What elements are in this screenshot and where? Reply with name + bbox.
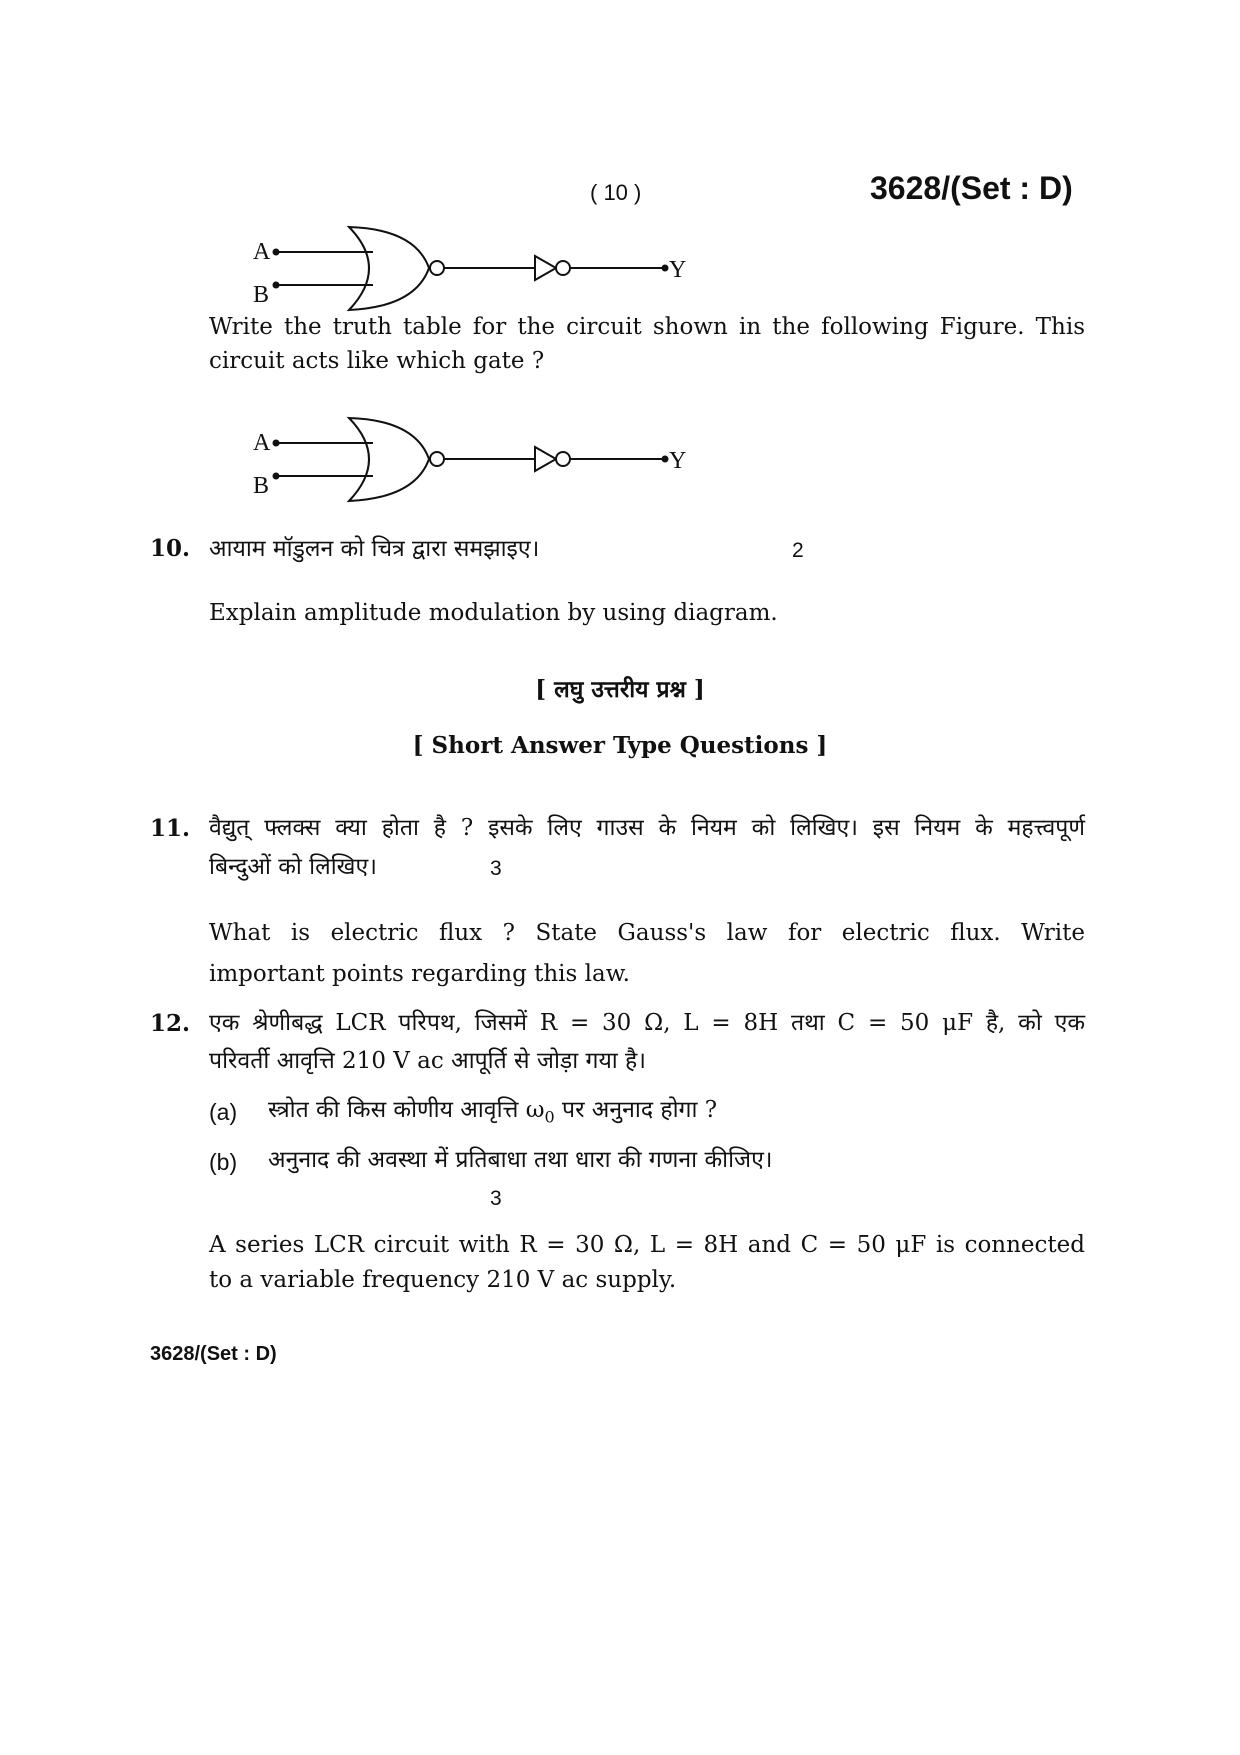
page-number: ( 10 ) bbox=[590, 180, 642, 205]
q11-hindi-line-1: वैद्युत् फ्लक्स क्या होता है ? इसके लिए गाउस के नियम को लिखिए। इस नियम के महत्त्वपूर्ण bbox=[209, 815, 1085, 841]
circuit-output-y-label: Y bbox=[669, 448, 687, 474]
section-heading-hindi: [ लघु उत्तरीय प्रश्न ] bbox=[535, 676, 705, 703]
q10-english-text: Explain amplitude modulation by using diagram. bbox=[209, 600, 778, 626]
section-heading-english: [ Short Answer Type Questions ] bbox=[412, 732, 828, 759]
q11-english-line-2: important points regarding this law. bbox=[209, 961, 630, 987]
circuit-output-y-label: Y bbox=[669, 257, 687, 283]
q12-english-line-1: A series LCR circuit with R = 30 Ω, L = 8H and C = 50 μF is connected bbox=[209, 1232, 1085, 1258]
q12-part-a-label: (a) bbox=[209, 1099, 238, 1125]
q12-part-b-label: (b) bbox=[209, 1149, 238, 1175]
set-code-footer: 3628/(Set : D) bbox=[150, 1343, 277, 1365]
q9-english-line-1: Write the truth table for the circuit shown in the following Figure. This bbox=[209, 314, 1085, 340]
q10-hindi-text: आयाम मॉडुलन को चित्र द्वारा समझाइए। bbox=[209, 536, 540, 562]
circuit-input-a-label: A bbox=[253, 239, 271, 265]
q11-hindi-line-2: बिन्दुओं को लिखिए। bbox=[209, 854, 377, 880]
q10-marks: 2 bbox=[792, 539, 804, 562]
q11-marks: 3 bbox=[490, 857, 502, 880]
q12-part-b-text: अनुनाद की अवस्था में प्रतिबाधा तथा धारा की गणना कीजिए। bbox=[268, 1147, 773, 1173]
q9-english-line-2: circuit acts like which gate ? bbox=[209, 348, 545, 374]
q12-part-a-text-main: स्त्रोत की किस कोणीय आवृत्ति ω bbox=[268, 1097, 545, 1123]
nor-not-circuit-diagram-2 bbox=[245, 416, 705, 526]
q12-marks: 3 bbox=[490, 1187, 502, 1210]
q12-hindi-line-1: एक श्रेणीबद्ध LCR परिपथ, जिसमें R = 30 Ω, L = 8H तथा C = 50 μF है, को एक bbox=[209, 1010, 1085, 1036]
q12-part-a-text-end: पर अनुनाद होगा ? bbox=[554, 1097, 718, 1123]
q12-part-a-text bbox=[268, 1093, 717, 1135]
q11-english-line-1: What is electric flux ? State Gauss's law for electric flux. Write bbox=[209, 920, 1085, 946]
q11-number: 11. bbox=[150, 815, 191, 842]
circuit-input-b-label: B bbox=[253, 282, 270, 308]
set-code-header: 3628/(Set : D) bbox=[870, 170, 1073, 206]
circuit-input-b-label: B bbox=[253, 473, 270, 499]
circuit-input-a-label: A bbox=[253, 430, 271, 456]
q12-english-line-2: to a variable frequency 210 V ac supply. bbox=[209, 1267, 677, 1293]
q10-number: 10. bbox=[150, 535, 191, 562]
q12-part-a-subscript: 0 bbox=[544, 1107, 555, 1127]
q12-hindi-line-2: परिवर्ती आवृत्ति 210 V ac आपूर्ति से जोड़ा गया है। bbox=[209, 1048, 646, 1074]
q12-number: 12. bbox=[150, 1010, 191, 1037]
